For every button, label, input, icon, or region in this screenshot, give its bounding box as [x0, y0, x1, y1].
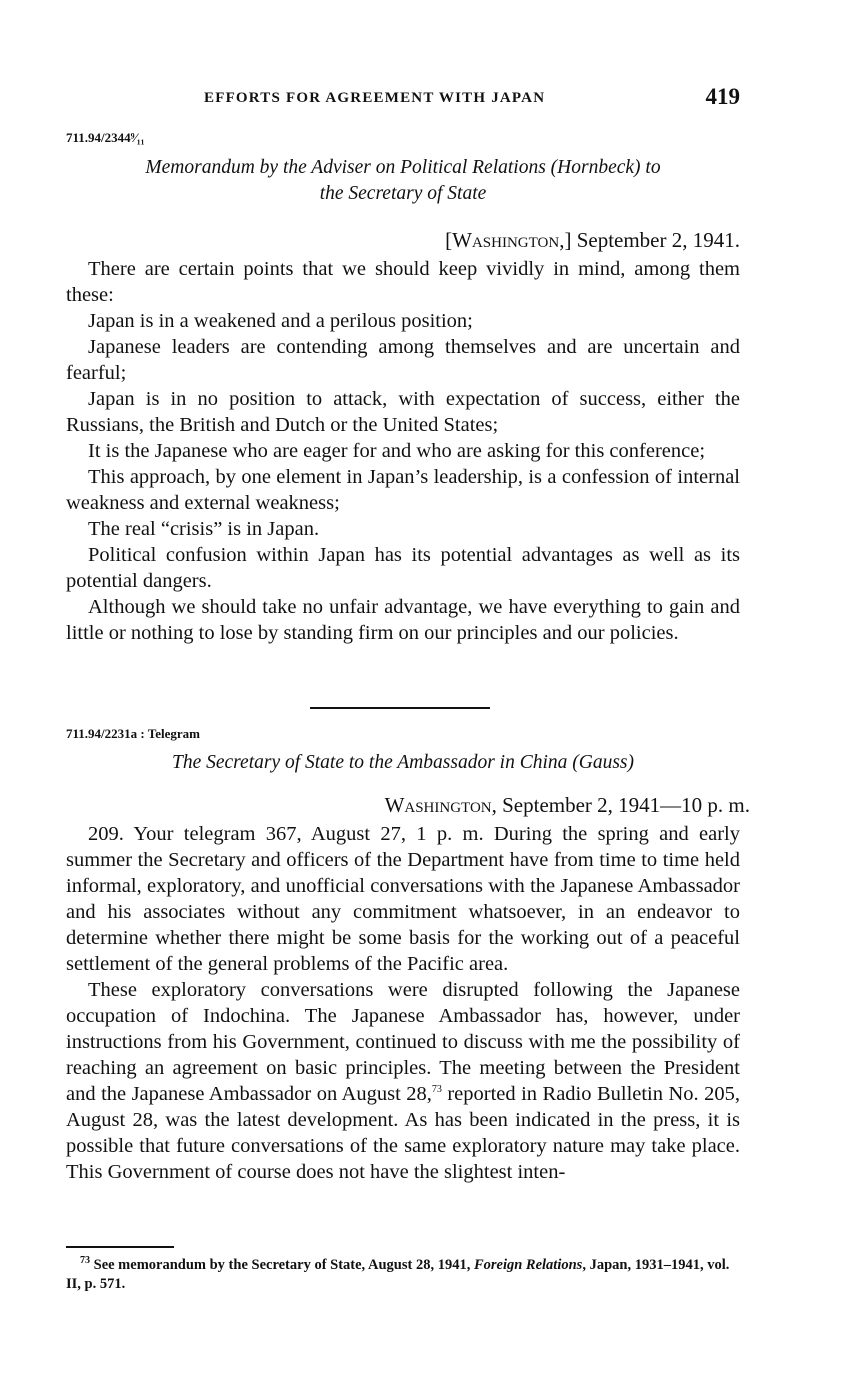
- doc1-title-line2: the Secretary of State: [319, 183, 487, 204]
- doc1-paragraph: This approach, by one element in Japan’s leadership, is a confession of internal weakness and external weakness;: [66, 466, 740, 514]
- doc1-paragraph: The real “crisis” is in Japan.: [88, 518, 320, 540]
- doc2-paragraph: [66, 977, 740, 1185]
- running-title: EFFORTS FOR AGREEMENT WITH JAPAN: [204, 90, 546, 106]
- doc1-date: September 2, 1941.: [576, 228, 740, 252]
- running-head: [66, 86, 740, 118]
- doc2-paragraph-text: reported in Radio Bulletin No. 205, August 28, was the latest development. As has been indicated in the press, it is possible that future conversations of the same exploratory nature may take place. This Government of course does not have the slightest inten-: [66, 1083, 740, 1183]
- doc1-paragraph: Japanese leaders are contending among themselves and are uncertain and fearful;: [66, 336, 740, 384]
- doc1-paragraph: Japan is in a weakened and a perilous position;: [88, 310, 473, 332]
- doc1-title: [66, 155, 740, 207]
- footnote-reference[interactable]: 73: [431, 1084, 442, 1096]
- doc2-body: [66, 821, 740, 1185]
- doc1-title-line1: Memorandum by the Adviser on Political Relations (Hornbeck) to: [145, 157, 661, 178]
- page-number: 419: [705, 84, 740, 109]
- footnote-text: [66, 1256, 740, 1294]
- doc1-paragraph: Although we should take no unfair advantage, we have everything to gain and little or nothing to lose by standing firm on our principles and our policies.: [66, 596, 740, 644]
- doc2-file-number: 711.94/2231a : Telegram: [66, 726, 200, 741]
- doc1-dateline: [445, 228, 740, 253]
- doc2-paragraph-text: These exploratory conversations were disrupted following the Japanese occupation of Indochina. The Japanese Ambassador has, however, under instructions from his Government, continued to discuss with me the possibility of reaching an agreement on basic principles. The meeting between the President and the Japanese Ambassador on August 28,: [66, 979, 740, 1105]
- footnote-rule: [66, 1246, 174, 1248]
- doc2-dateline: [385, 793, 750, 818]
- footnote-text-part: , Japan, 1931–1941, vol. II, p. 571.: [66, 1257, 730, 1292]
- doc1-file-number: 711.94/2344⁹⁄₁₁: [66, 130, 145, 145]
- doc1-paragraph: There are certain points that we should keep vividly in mind, among them these:: [66, 258, 740, 306]
- doc2-place: Washington,: [384, 793, 497, 817]
- doc1-body: [66, 256, 740, 646]
- doc1-paragraph: It is the Japanese who are eager for and who are asking for this conference;: [88, 440, 706, 462]
- footnote-marker: 73: [80, 1255, 90, 1267]
- footnote-text-part: See memorandum by the Secretary of State, August 28, 1941,: [90, 1257, 474, 1273]
- doc2-paragraph: 209. Your telegram 367, August 27, 1 p. m. During the spring and early summer the Secretary and officers of the Department have from time to time held informal, exploratory, and unofficial conversations with the Japanese Ambassador and his associates without any commitment whatsoever, in an endeavor to determine whether there might be some basis for the working out of a peaceful settlement of the general problems of the Pacific area.: [66, 823, 740, 975]
- doc1-paragraph: Political confusion within Japan has its potential advantages as well as its potential dangers.: [66, 544, 740, 592]
- footnote-italic-title: Foreign Relations: [473, 1257, 583, 1273]
- doc2-title: The Secretary of State to the Ambassador in China (Gauss): [171, 752, 634, 773]
- doc1-paragraph: Japan is in no position to attack, with expectation of success, either the Russians, the British and Dutch or the United States;: [66, 388, 740, 436]
- footnote: [66, 1256, 740, 1294]
- doc1-place: [Washington,]: [445, 228, 572, 252]
- section-divider: [310, 707, 490, 709]
- doc2-date: September 2, 1941—10 p. m.: [502, 793, 750, 817]
